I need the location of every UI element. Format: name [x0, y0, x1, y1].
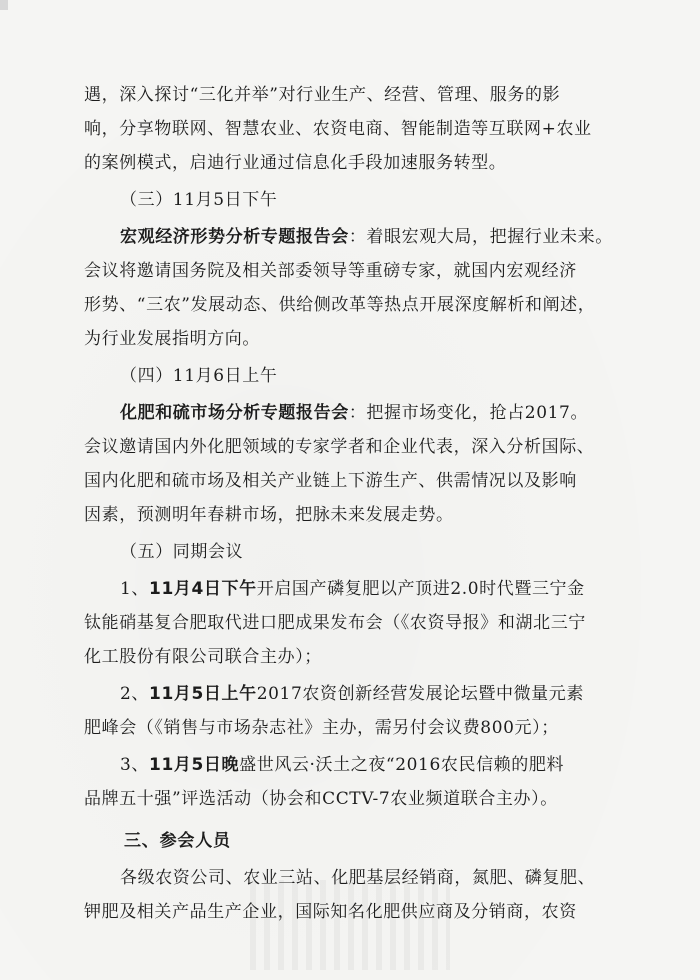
faded-stamp-watermark — [250, 880, 450, 970]
text-line: 各级农资公司、农业三站、化肥基层经销商，氮肥、磷复肥、 — [120, 868, 596, 888]
item-number: 3、 — [120, 755, 150, 775]
list-item — [84, 572, 632, 674]
text-line: 品牌五十强”评选活动（协会和CCTV-7农业频道联合主办）。 — [84, 789, 558, 809]
intro-paragraph — [84, 78, 632, 180]
text-span: 2017农资创新经营发展论坛暨中微量元素 — [256, 684, 584, 704]
item-date: 11月5日晚 — [149, 755, 240, 775]
section-heading: （五）同期会议 — [120, 542, 244, 562]
text-line: 形势、“三农”发展动态、供给侧改革等热点开展深度解析和阐述， — [84, 295, 596, 315]
list-item — [84, 748, 632, 816]
text-line: 的案例模式，启迪行业通过信息化手段加速服务转型。 — [84, 153, 507, 173]
document-body — [84, 78, 632, 929]
session-title: 宏观经济形势分析专题报告会 — [120, 227, 349, 247]
item-number: 1、 — [120, 579, 150, 599]
text-line: 遇，深入探讨“三化并举”对行业生产、经营、管理、服务的影 — [84, 85, 561, 105]
section-paragraph — [84, 220, 632, 356]
text-line: 化工股份有限公司联合主办）； — [84, 647, 322, 667]
text-line — [84, 396, 632, 430]
text-line: 会议将邀请国务院及相关部委领导等重磅专家，就国内宏观经济 — [84, 261, 577, 281]
text-line: 因素，预测明年春耕市场，把脉未来发展走势。 — [84, 505, 454, 525]
item-number: 2、 — [120, 684, 150, 704]
item-date: 11月5日上午 — [149, 684, 257, 704]
text-line — [84, 220, 632, 254]
text-line: 为行业发展指明方向。 — [84, 329, 260, 349]
text-line: 钾肥及相关产品生产企业，国际知名化肥供应商及分销商，农资 — [84, 902, 577, 922]
text-line — [84, 748, 632, 782]
scan-corner-mark — [0, 0, 8, 10]
item-date: 11月4日下午 — [149, 579, 257, 599]
text-line: 会议邀请国内外化肥领域的专家学者和企业代表，深入分析国际、 — [84, 437, 595, 457]
text-line: 肥峰会（《销售与市场杂志社》主办，需另付会议费800元）； — [84, 718, 559, 738]
text-span: ：把握市场变化，抢占2017。 — [348, 403, 589, 423]
section-heading: 三、参会人员 — [124, 831, 231, 851]
text-line — [84, 572, 632, 606]
session-title: 化肥和硫市场分析专题报告会 — [120, 403, 349, 423]
text-span: 盛世风云·沃土之夜“2016农民信赖的肥料 — [239, 755, 565, 775]
text-line — [84, 677, 632, 711]
text-line: 国内化肥和硫市场及相关产业链上下游生产、供需情况以及影响 — [84, 471, 577, 491]
text-line: 钛能硝基复合肥取代进口肥成果发布会（《农资导报》和湖北三宁 — [84, 613, 586, 633]
section-paragraph — [84, 396, 632, 532]
text-span: ：着眼宏观大局，把握行业未来。 — [348, 227, 613, 247]
section-heading: （三）11月5日下午 — [120, 190, 278, 210]
text-line: 响，分享物联网、智慧农业、农资电商、智能制造等互联网+农业 — [84, 119, 592, 139]
section-heading: （四）11月6日上午 — [120, 366, 278, 386]
text-span: 开启国产磷复肥以产顶进2.0时代暨三宁金 — [256, 579, 585, 599]
list-item — [84, 677, 632, 745]
